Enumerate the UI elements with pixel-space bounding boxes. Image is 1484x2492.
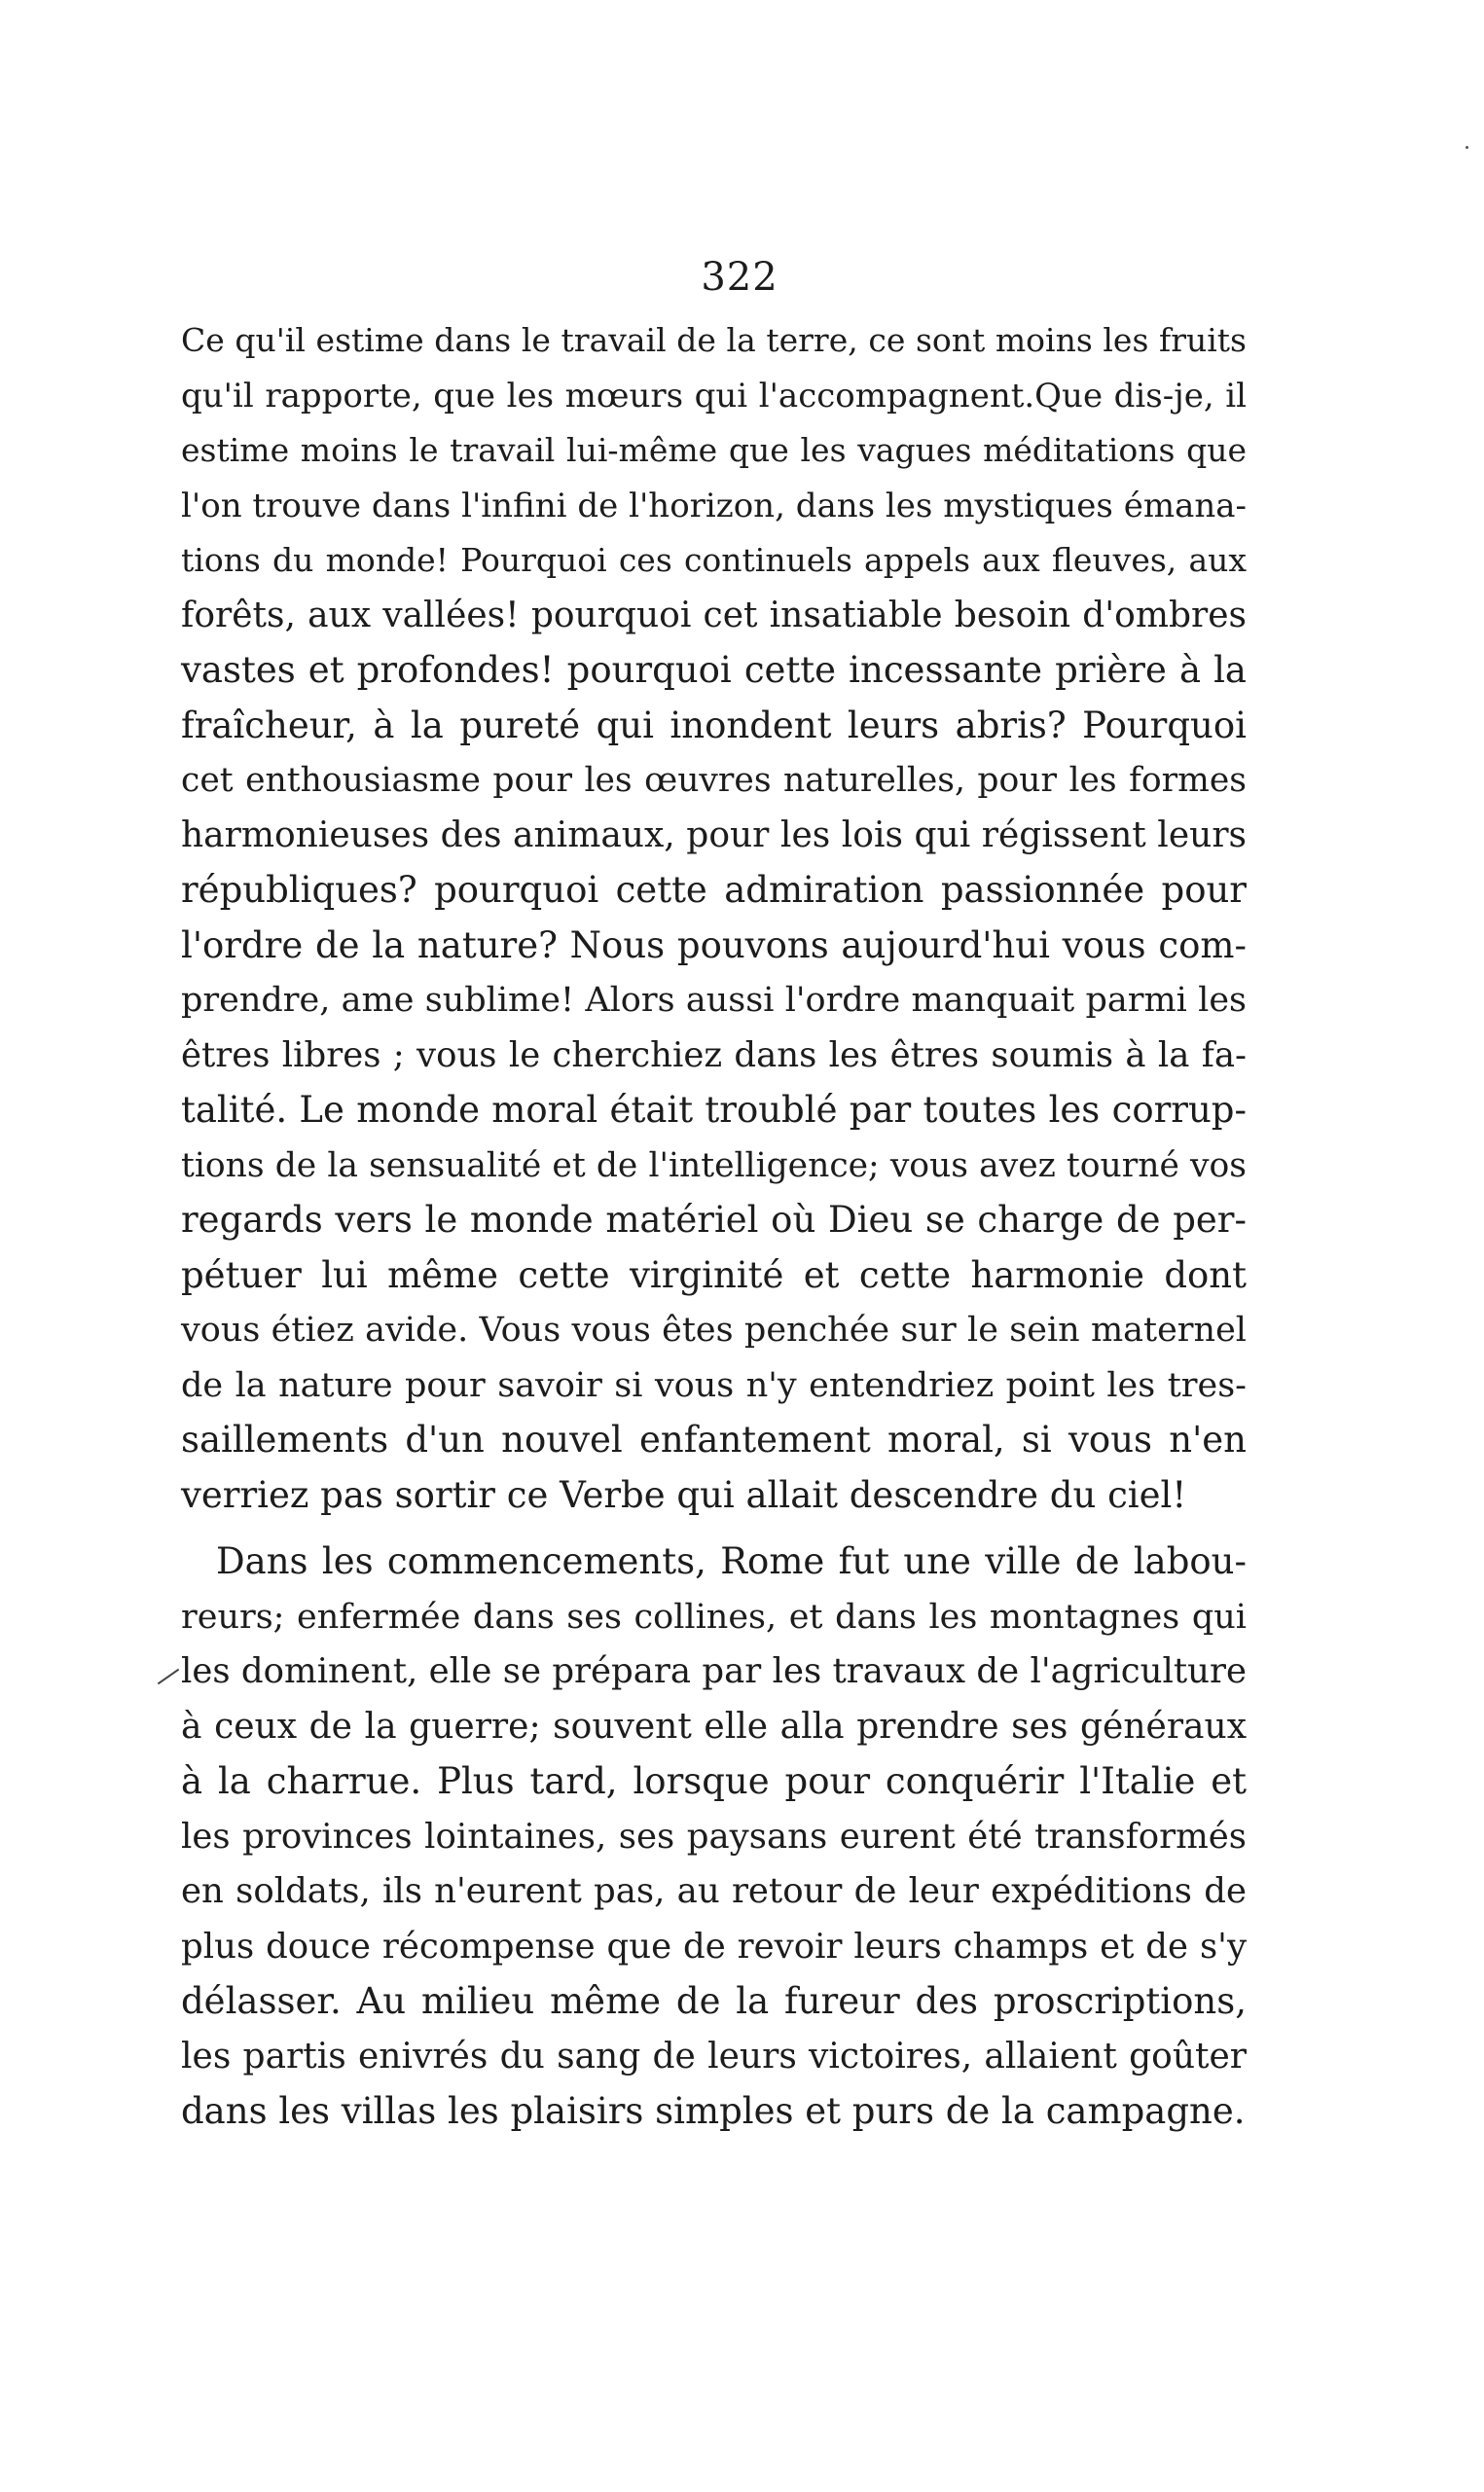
text-line: tions du monde! Pourquoi ces continuels appels aux fleuves, aux <box>181 541 1247 579</box>
text-line: de la nature pour savoir si vous n'y entendriez point les tres- <box>181 1365 1247 1405</box>
text-line: êtres libres ; vous le cherchiez dans les êtres soumis à la fa- <box>181 1034 1247 1075</box>
edge-speck <box>1466 146 1468 149</box>
stray-pen-mark <box>158 1669 179 1685</box>
text-line: les dominent, elle se prépara par les travaux de l'agriculture <box>181 1651 1247 1691</box>
text-line: à ceux de la guerre; souvent elle alla prendre ses généraux <box>181 1706 1247 1747</box>
text-line: forêts, aux vallées! pourquoi cet insatiable besoin d'ombres <box>181 595 1247 635</box>
text-line: dans les villas les plaisirs simples et purs de la campagne. <box>181 2090 1246 2132</box>
text-line: talité. Le monde moral était troublé par toutes les corrup- <box>181 1089 1247 1131</box>
text-line: tions de la sensualité et de l'intelligence; vous avez tourné vos <box>181 1145 1247 1185</box>
text-line: plus douce récompense que de revoir leurs champs et de s'y <box>181 1926 1247 1967</box>
text-line: verriez pas sortir ce Verbe qui allait descendre du ciel! <box>181 1473 1187 1516</box>
text-line: l'ordre de la nature? Nous pouvons aujourd'hui vous com- <box>181 923 1247 966</box>
text-line: estime moins le travail lui-même que les vagues méditations que <box>181 431 1247 469</box>
text-line: les provinces lointaines, ses paysans eurent été transformés <box>181 1816 1247 1857</box>
text-line: Ce qu'il estime dans le travail de la terre, ce sont moins les fruits <box>181 321 1247 359</box>
paragraph-1 <box>181 313 1247 1523</box>
text-line: l'on trouve dans l'infini de l'horizon, dans les mystiques émana- <box>181 486 1247 525</box>
text-line: républiques? pourquoi cette admiration passionnée pour <box>181 869 1247 911</box>
text-line: regards vers le monde matériel où Dieu se charge de per- <box>181 1199 1247 1241</box>
text-line: qu'il rapporte, que les mœurs qui l'accompagnent.Que dis-je, il <box>181 376 1247 415</box>
paragraph-gap <box>181 1523 1247 1535</box>
text-line: à la charrue. Plus tard, lorsque pour conquérir l'Italie et <box>181 1760 1247 1802</box>
text-line: fraîcheur, à la pureté qui inondent leurs abris? Pourquoi <box>181 704 1247 746</box>
paragraph-2 <box>181 1535 1247 2140</box>
page-number: 322 <box>701 255 778 300</box>
text-line: saillements d'un nouvel enfantement moral, si vous n'en <box>181 1419 1247 1461</box>
text-line: reurs; enfermée dans ses collines, et dans les montagnes qui <box>181 1597 1247 1637</box>
text-line: pétuer lui même cette virginité et cette harmonie dont <box>181 1253 1247 1296</box>
text-line: délasser. Au milieu même de la fureur des proscriptions, <box>181 1980 1247 2022</box>
text-line: cet enthousiasme pour les œuvres naturelles, pour les formes <box>181 761 1247 800</box>
text-line: en soldats, ils n'eurent pas, au retour de leur expéditions de <box>181 1871 1247 1911</box>
text-line: les partis enivrés du sang de leurs victoires, allaient goûter <box>181 2036 1247 2077</box>
text-line: Dans les commencements, Rome fut une ville de labou- <box>216 1540 1247 1582</box>
text-line: harmonieuses des animaux, pour les lois qui régissent leurs <box>181 814 1247 855</box>
text-line: prendre, ame sublime! Alors aussi l'ordre manquait parmi les <box>181 981 1247 1020</box>
body-text <box>181 313 1247 2140</box>
text-line: vous étiez avide. Vous vous êtes penchée sur le sein maternel <box>181 1311 1247 1350</box>
text-line: vastes et profondes! pourquoi cette incessante prière à la <box>181 649 1247 691</box>
